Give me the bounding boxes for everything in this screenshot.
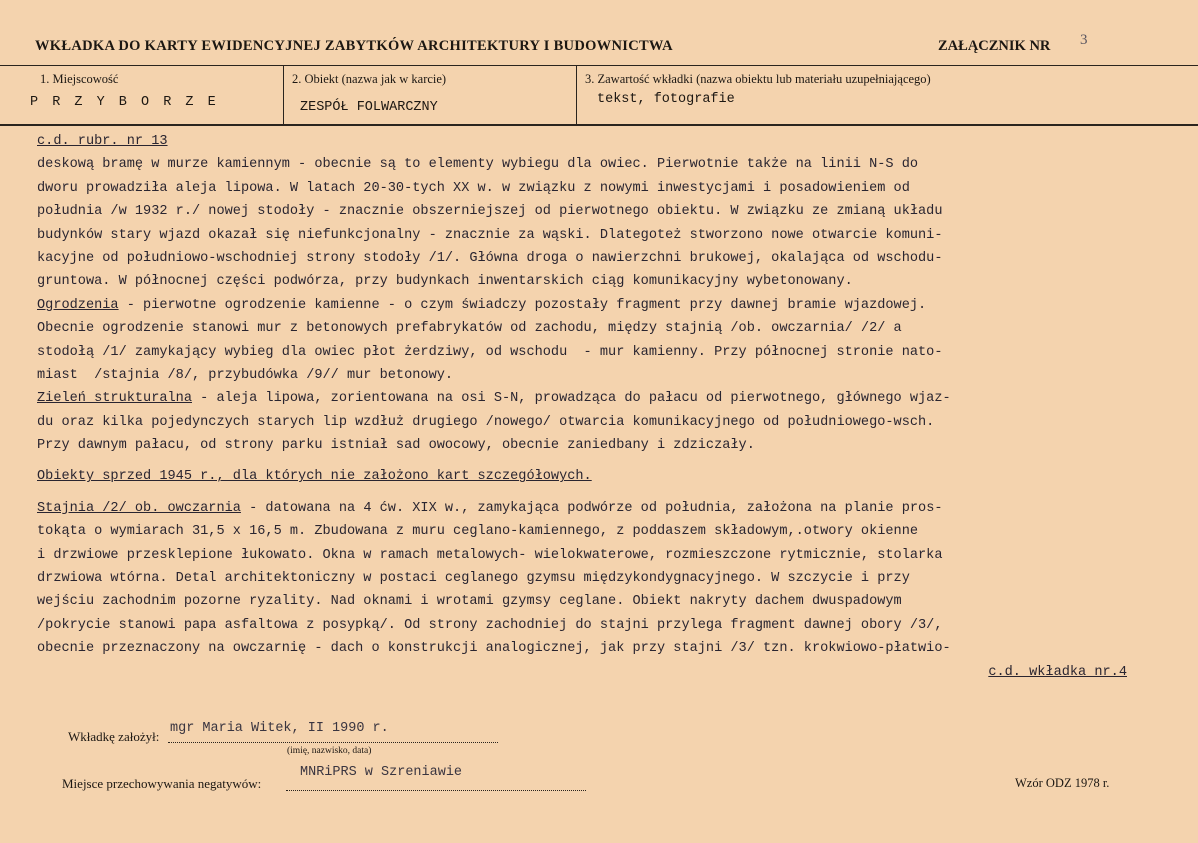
objects-heading: Obiekty sprzed 1945 r., dla których nie założono kart szczegółowych. <box>37 469 592 485</box>
text-line: kacyjne od południowo-wschodniej strony stodoły /1/. Główna droga o nawierzchni brukowej, okalająca od wschodu- <box>37 250 943 266</box>
text-line <box>37 497 1177 520</box>
text-line: drzwiowa wtórna. Detal architektoniczny w postaci ceglanego gzymsu międzykondygnacyjnego. W szczycie i przy <box>37 571 910 587</box>
form-title: WKŁADKA DO KARTY EWIDENCYJNEJ ZABYTKÓW ARCHITEKTURY I BUDOWNICTWA <box>35 38 673 54</box>
annex-number: 3 <box>1080 32 1088 48</box>
text-line: tokąta o wymiarach 31,5 x 16,5 m. Zbudowana z muru ceglano-kamiennego, z poddaszem składowym,.otwory okienne <box>37 524 919 540</box>
field-locality-value: P R Z Y B O R Z E <box>30 95 219 110</box>
continued-note: c.d. wkładka nr.4 <box>988 664 1127 680</box>
typed-description <box>37 130 1177 684</box>
annex-label: ZAŁĄCZNIK NR <box>938 38 1051 54</box>
form-pattern: Wzór ODZ 1978 r. <box>1015 776 1110 790</box>
text-line: du oraz kilka pojedynczych starych lip wzdłuż drugiego /nowego/ otwarcia komunikacyjnego od południowego-wsch. <box>37 414 935 430</box>
field-content-label: 3. Zawartość wkładki (nazwa obiektu lub materiału uzupełniającego) <box>585 72 931 86</box>
field-content-value: tekst, fotografie <box>597 92 735 107</box>
text-line: wejściu zachodnim pozorne ryzality. Nad oknami i wrotami gzymsy ceglane. Obiekt nakryty dachem dwuspadowym <box>37 594 902 610</box>
continuation-heading: c.d. rubr. nr 13 <box>37 134 168 149</box>
negatives-label: Miejsce przechowywania negatywów: <box>62 776 262 791</box>
founded-note: (imię, nazwisko, data) <box>287 746 372 756</box>
column-divider-2 <box>576 65 577 125</box>
text-line <box>37 294 1177 317</box>
text-line: budynków stary wjazd okazał się niefunkcjonalny - znacznie za wąski. Dlategoteż stworzono nowe otwarcie komuni- <box>37 227 943 243</box>
text-line: obecnie przeznaczony na owczarnię - dach o konstrukcji analogicznej, jak przy stajni /3/ tzn. krokwiowo-płatwio- <box>37 641 951 657</box>
fence-text: - pierwotne ogrodzenie kamienne - o czym świadczy pozostały fragment przy dawnej bramie wjazdowej. <box>118 297 927 313</box>
text-line: stodołą /1/ zamykający wybieg dla owiec płot żerdziwy, od wschodu - mur kamienny. Przy północnej stronie nato- <box>37 344 943 360</box>
column-divider-1 <box>283 65 284 125</box>
founded-dotted-line <box>168 742 498 743</box>
text-line: i drzwiowe przesklepione łukowato. Okna w ramach metalowych- wielokwaterowe, rozmieszczone rytmicznie, stolarka <box>37 547 943 563</box>
green-text: - aleja lipowa, zorientowana na osi S-N, prowadząca do pałacu od pierwotnego, głównego wjaz- <box>192 391 951 407</box>
negatives-value: MNRiPRS w Szreniawie <box>300 765 463 780</box>
stable-text: - datowana na 4 ćw. XIX w., zamykająca podwórze od południa, założona na planie pros- <box>240 500 943 516</box>
text-line: dworu prowadziła aleja lipowa. W latach 20-30-tych XX w. w związku z nowymi inwestycjami i posadowieniem od <box>37 180 910 196</box>
founded-value: mgr Maria Witek, II 1990 r. <box>170 721 389 736</box>
text-line <box>37 387 1177 410</box>
text-line: Obecnie ogrodzenie stanowi mur z betonowych prefabrykatów od zachodu, między stajnią /ob. owczarnia/ /2/ a <box>37 321 902 337</box>
text-line: deskową bramę w murze kamiennym - obecnie są to elementy wybiegu dla owiec. Pierwotnie także na linii N-S do <box>37 157 919 173</box>
header-rule-bottom <box>0 124 1198 126</box>
field-object-label: 2. Obiekt (nazwa jak w karcie) <box>292 72 447 86</box>
text-line: /pokrycie stanowi papa asfaltowa z posypką/. Od strony zachodniej do stajni przylega fragment dawnej obory /3/, <box>37 617 943 633</box>
header-rule-top <box>0 65 1198 66</box>
founded-label: Wkładkę założył: <box>68 729 160 744</box>
green-heading: Zieleń strukturalna <box>37 391 192 407</box>
fence-heading: Ogrodzenia <box>37 297 119 313</box>
text-line: miast /stajnia /8/, przybudówka /9// mur betonowy. <box>37 367 454 383</box>
stable-heading: Stajnia /2/ ob. owczarnia <box>37 500 241 516</box>
text-line: gruntowa. W północnej części podwórza, przy budynkach inwentarskich ciąg komunikacyjny wybetonowany. <box>37 274 853 290</box>
text-line: Przy dawnym pałacu, od strony parku istniał sad owocowy, obecnie zaniedbany i zdziczały. <box>37 438 755 454</box>
negatives-dotted-line <box>286 790 586 791</box>
text-line: południa /w 1932 r./ nowej stodoły - znacznie obszerniejszej od pierwotnego obiektu. W związku ze zmianą układu <box>37 204 943 220</box>
field-locality-label: 1. Miejscowość <box>40 72 119 86</box>
field-object-value: ZESPÓŁ FOLWARCZNY <box>300 100 438 115</box>
